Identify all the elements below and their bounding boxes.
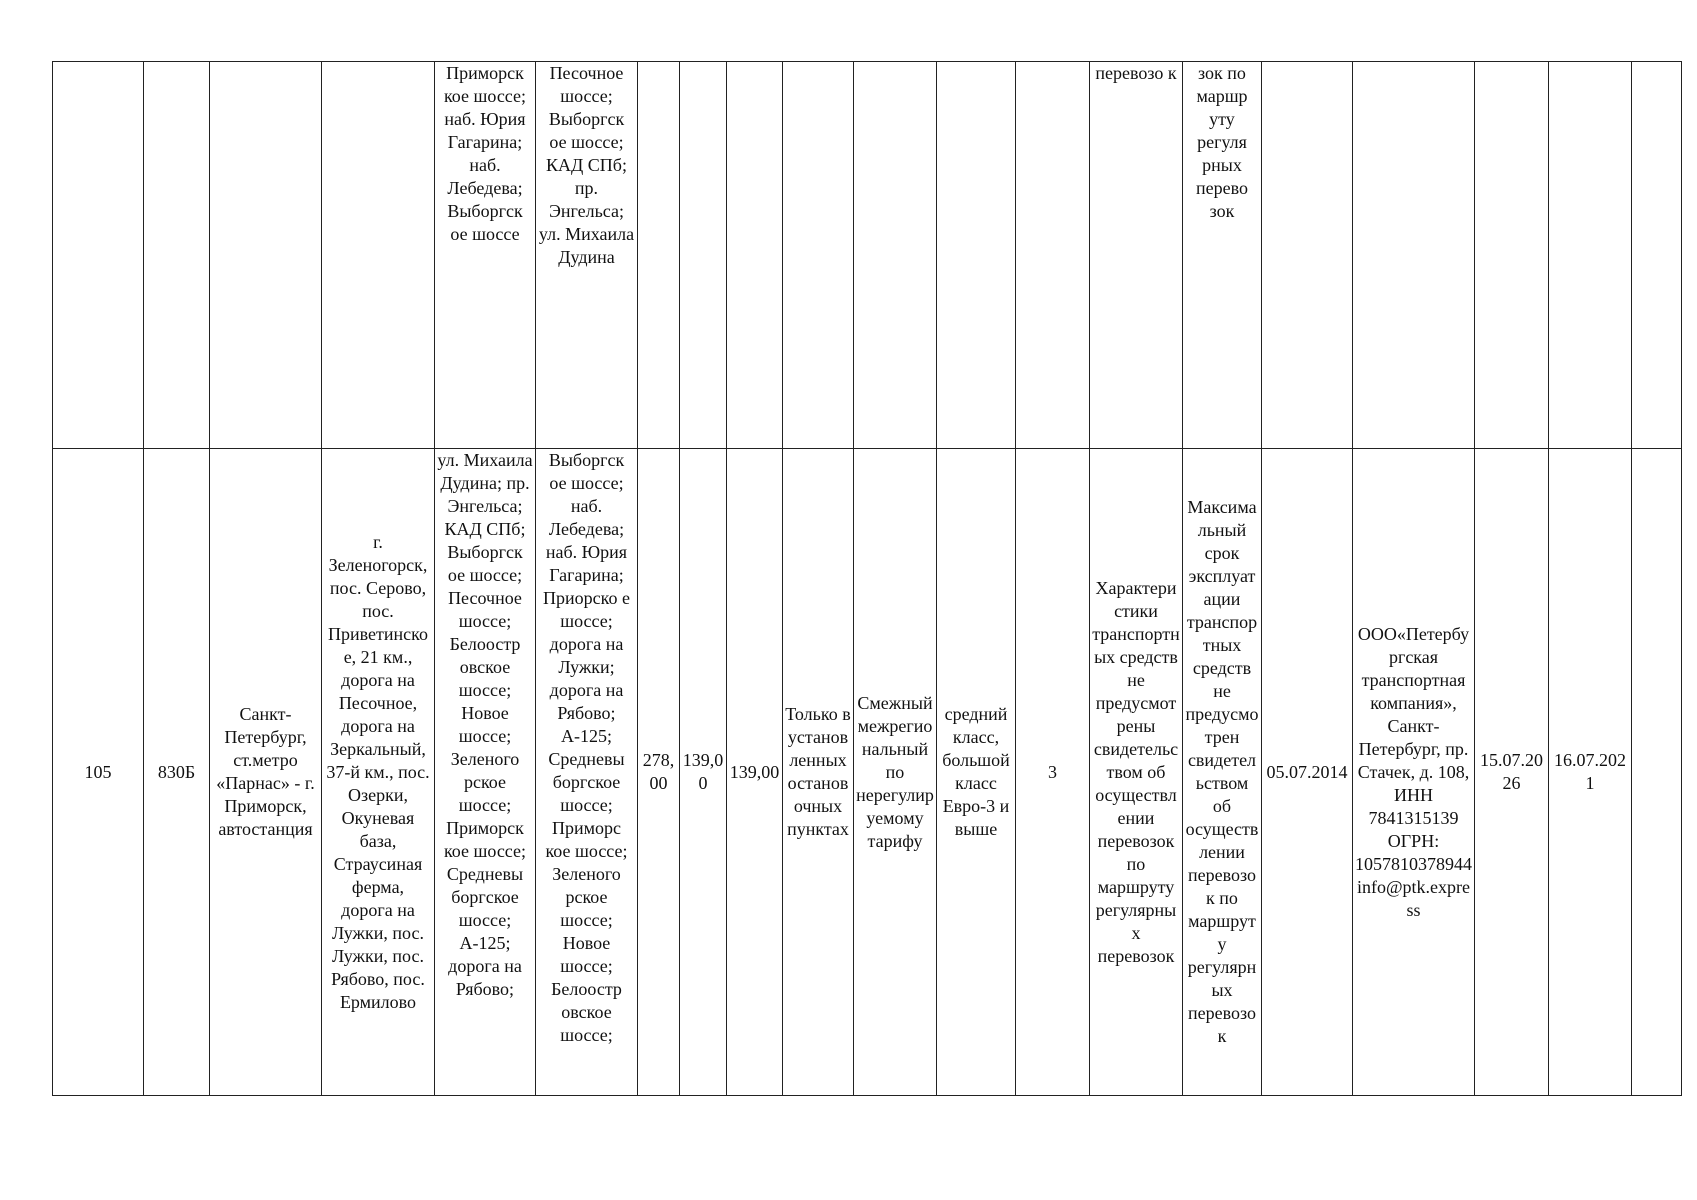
cell-extra <box>1632 449 1682 1096</box>
cell-streets-forward: ул. Михаила Дудина; пр. Энгельса; КАД СПб; Выборгск ое шоссе; Песочное шоссе; Белоостр овское шоссе; Новое шоссе; Зеленого рское шоссе; Приморск кое шоссе; Средневы боргское шоссе; А-125; дорога на Рябово; <box>435 449 536 1096</box>
cell-length-backward: 139,00 <box>727 449 783 1096</box>
table-row <box>53 62 1682 449</box>
cell-route-type <box>854 62 937 449</box>
cell-extra <box>1632 62 1682 449</box>
cell-route-name <box>210 62 322 449</box>
cell-end-date <box>1475 62 1549 449</box>
cell-length-total: 278,00 <box>638 449 680 1096</box>
cell-length-forward: 139,00 <box>680 449 727 1096</box>
cell-num: 105 <box>53 449 144 1096</box>
cell-max-age: зок по маршр уту регуля рных перево зок <box>1183 62 1262 449</box>
cell-end-date: 15.07.2026 <box>1475 449 1549 1096</box>
cell-carrier <box>1353 62 1475 449</box>
cell-route-reg <box>144 62 210 449</box>
cell-vehicle-chars: Характеристики транспортных средств не предусмотрены свидетельством об осуществлении перевозок по маршруту регулярных перевозок <box>1090 449 1183 1096</box>
table-row <box>53 449 1682 1096</box>
cell-vehicle-count <box>1016 62 1090 449</box>
cell-length-total <box>638 62 680 449</box>
cell-length-backward <box>727 62 783 449</box>
cell-settlements: г. Зеленогорск, пос. Серово, пос. Приветинское, 21 км., дорога на Песочное, дорога на Зеркальный, 37-й км., пос. Озерки, Окуневая база, Страусиная ферма, дорога на Лужки, пос. Лужки, пос. Рябово, пос. Ермилово <box>322 449 435 1096</box>
cell-streets-backward: Песочное шоссе; Выборгск ое шоссе; КАД СПб; пр. Энгельса; ул. Михаила Дудина <box>536 62 638 449</box>
cell-streets-forward: Приморск кое шоссе; наб. Юрия Гагарина; наб. Лебедева; Выборгск ое шоссе <box>435 62 536 449</box>
cell-num <box>53 62 144 449</box>
cell-start-date: 05.07.2014 <box>1262 449 1353 1096</box>
route-registry-table <box>52 61 1682 1096</box>
cell-end-date-2: 16.07.2021 <box>1549 449 1632 1096</box>
cell-vehicle-chars: перевозо к <box>1090 62 1183 449</box>
cell-boarding-order <box>783 62 854 449</box>
cell-end-date-2 <box>1549 62 1632 449</box>
cell-vehicle-class <box>937 62 1016 449</box>
cell-max-age: Максимальный срок эксплуатации транспортных средств не предусмотрен свидетельством об осуществлении перевозок по маршруту регулярных перевозок <box>1183 449 1262 1096</box>
cell-carrier: ООО«Петербургская транспортная компания», Санкт-Петербург, пр. Стачек, д. 108, ИНН 7841315139 ОГРН: 1057810378944 info@ptk.express <box>1353 449 1475 1096</box>
cell-route-reg: 830Б <box>144 449 210 1096</box>
cell-route-name: Санкт-Петербург, ст.метро «Парнас» - г. Приморск, автостанция <box>210 449 322 1096</box>
cell-streets-backward: Выборгск ое шоссе; наб. Лебедева; наб. Юрия Гагарина; Приорско е шоссе; дорога на Лужки; дорога на Рябово; А-125; Средневы боргское шоссе; Приморс кое шоссе; Зеленого рское шоссе; Новое шоссе; Белоостр овское шоссе; <box>536 449 638 1096</box>
cell-route-type: Смежный межрегиональный по нерегулируемому тарифу <box>854 449 937 1096</box>
cell-boarding-order: Только в установленных остановочных пунктах <box>783 449 854 1096</box>
cell-vehicle-class: средний класс, большой класс Евро-3 и выше <box>937 449 1016 1096</box>
cell-settlements <box>322 62 435 449</box>
cell-vehicle-count: 3 <box>1016 449 1090 1096</box>
cell-start-date <box>1262 62 1353 449</box>
cell-length-forward <box>680 62 727 449</box>
